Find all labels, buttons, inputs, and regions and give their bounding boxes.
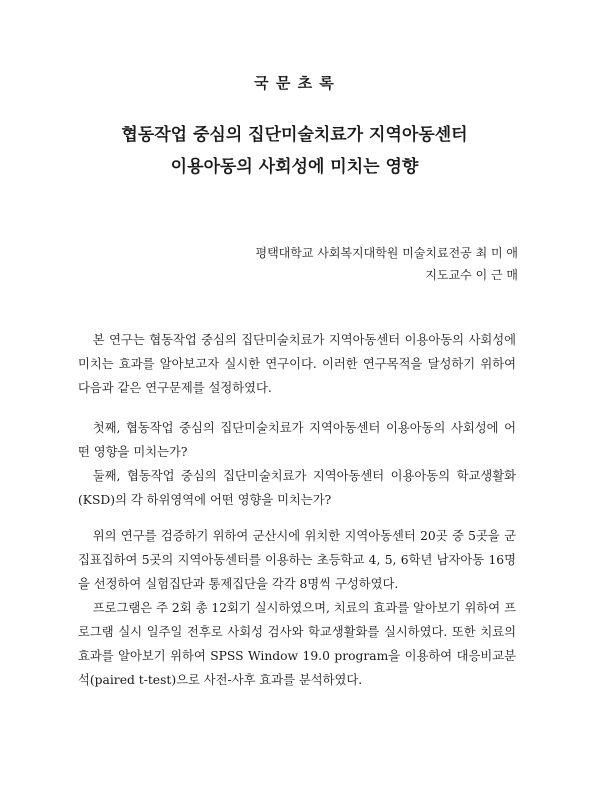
abstract-intro: 본 연구는 협동작업 중심의 집단미술치료가 지역아동센터 이용아동의 사회성에 미치는 효과를 알아보고자 실시한 연구이다. 이러한 연구목적을 달성하기 위하여 다음과 같은 연구문제를 설정하였다.: [78, 333, 516, 395]
author-affiliation: 평택대학교 사회복지대학원 미술치료전공 최 미 애: [255, 246, 518, 260]
research-questions-block: [78, 416, 516, 512]
advisor-line: 지도교수 이 근 매: [425, 268, 518, 282]
method-paragraph: 위의 연구를 검증하기 위하여 군산시에 위치한 지역아동센터 20곳 중 5곳을 군집표집하여 5곳의 지역아동센터를 이용하는 초등학교 4, 5, 6학년 남자아동 16명을 선정하여 실험집단과 통제집단을 각각 8명씩 구성하였다.: [78, 529, 516, 591]
title-line-2: 이용아동의 사회성에 미치는 영향: [170, 157, 419, 177]
program-paragraph: 프로그램은 주 2회 총 12회기 실시하였으며, 치료의 효과를 알아보기 위하여 프로그램 실시 일주일 전후로 사회성 검사와 학교생활화를 실시하였다. 또한 치료의 효과를 알아보기 위하여 SPSS Window 19.0 program을 이용하여 대응비교분석(paired t-test)으로 사전-사후 효과를 분석하였다.: [78, 601, 516, 687]
research-question-1: 첫째, 협동작업 중심의 집단미술치료가 지역아동센터 이용아동의 사회성에 어떤 영향을 미치는가?: [78, 421, 516, 459]
abstract-intro-block: [78, 328, 516, 400]
section-heading: 국 문 초 록: [254, 74, 335, 92]
research-question-2: 둘째, 협동작업 중심의 집단미술치료가 지역아동센터 이용아동의 학교생활화(KSD)의 각 하위영역에 어떤 영향을 미치는가?: [78, 469, 516, 507]
title-line-1: 협동작업 중심의 집단미술치료가 지역아동센터: [121, 125, 468, 145]
method-block: [78, 524, 516, 692]
